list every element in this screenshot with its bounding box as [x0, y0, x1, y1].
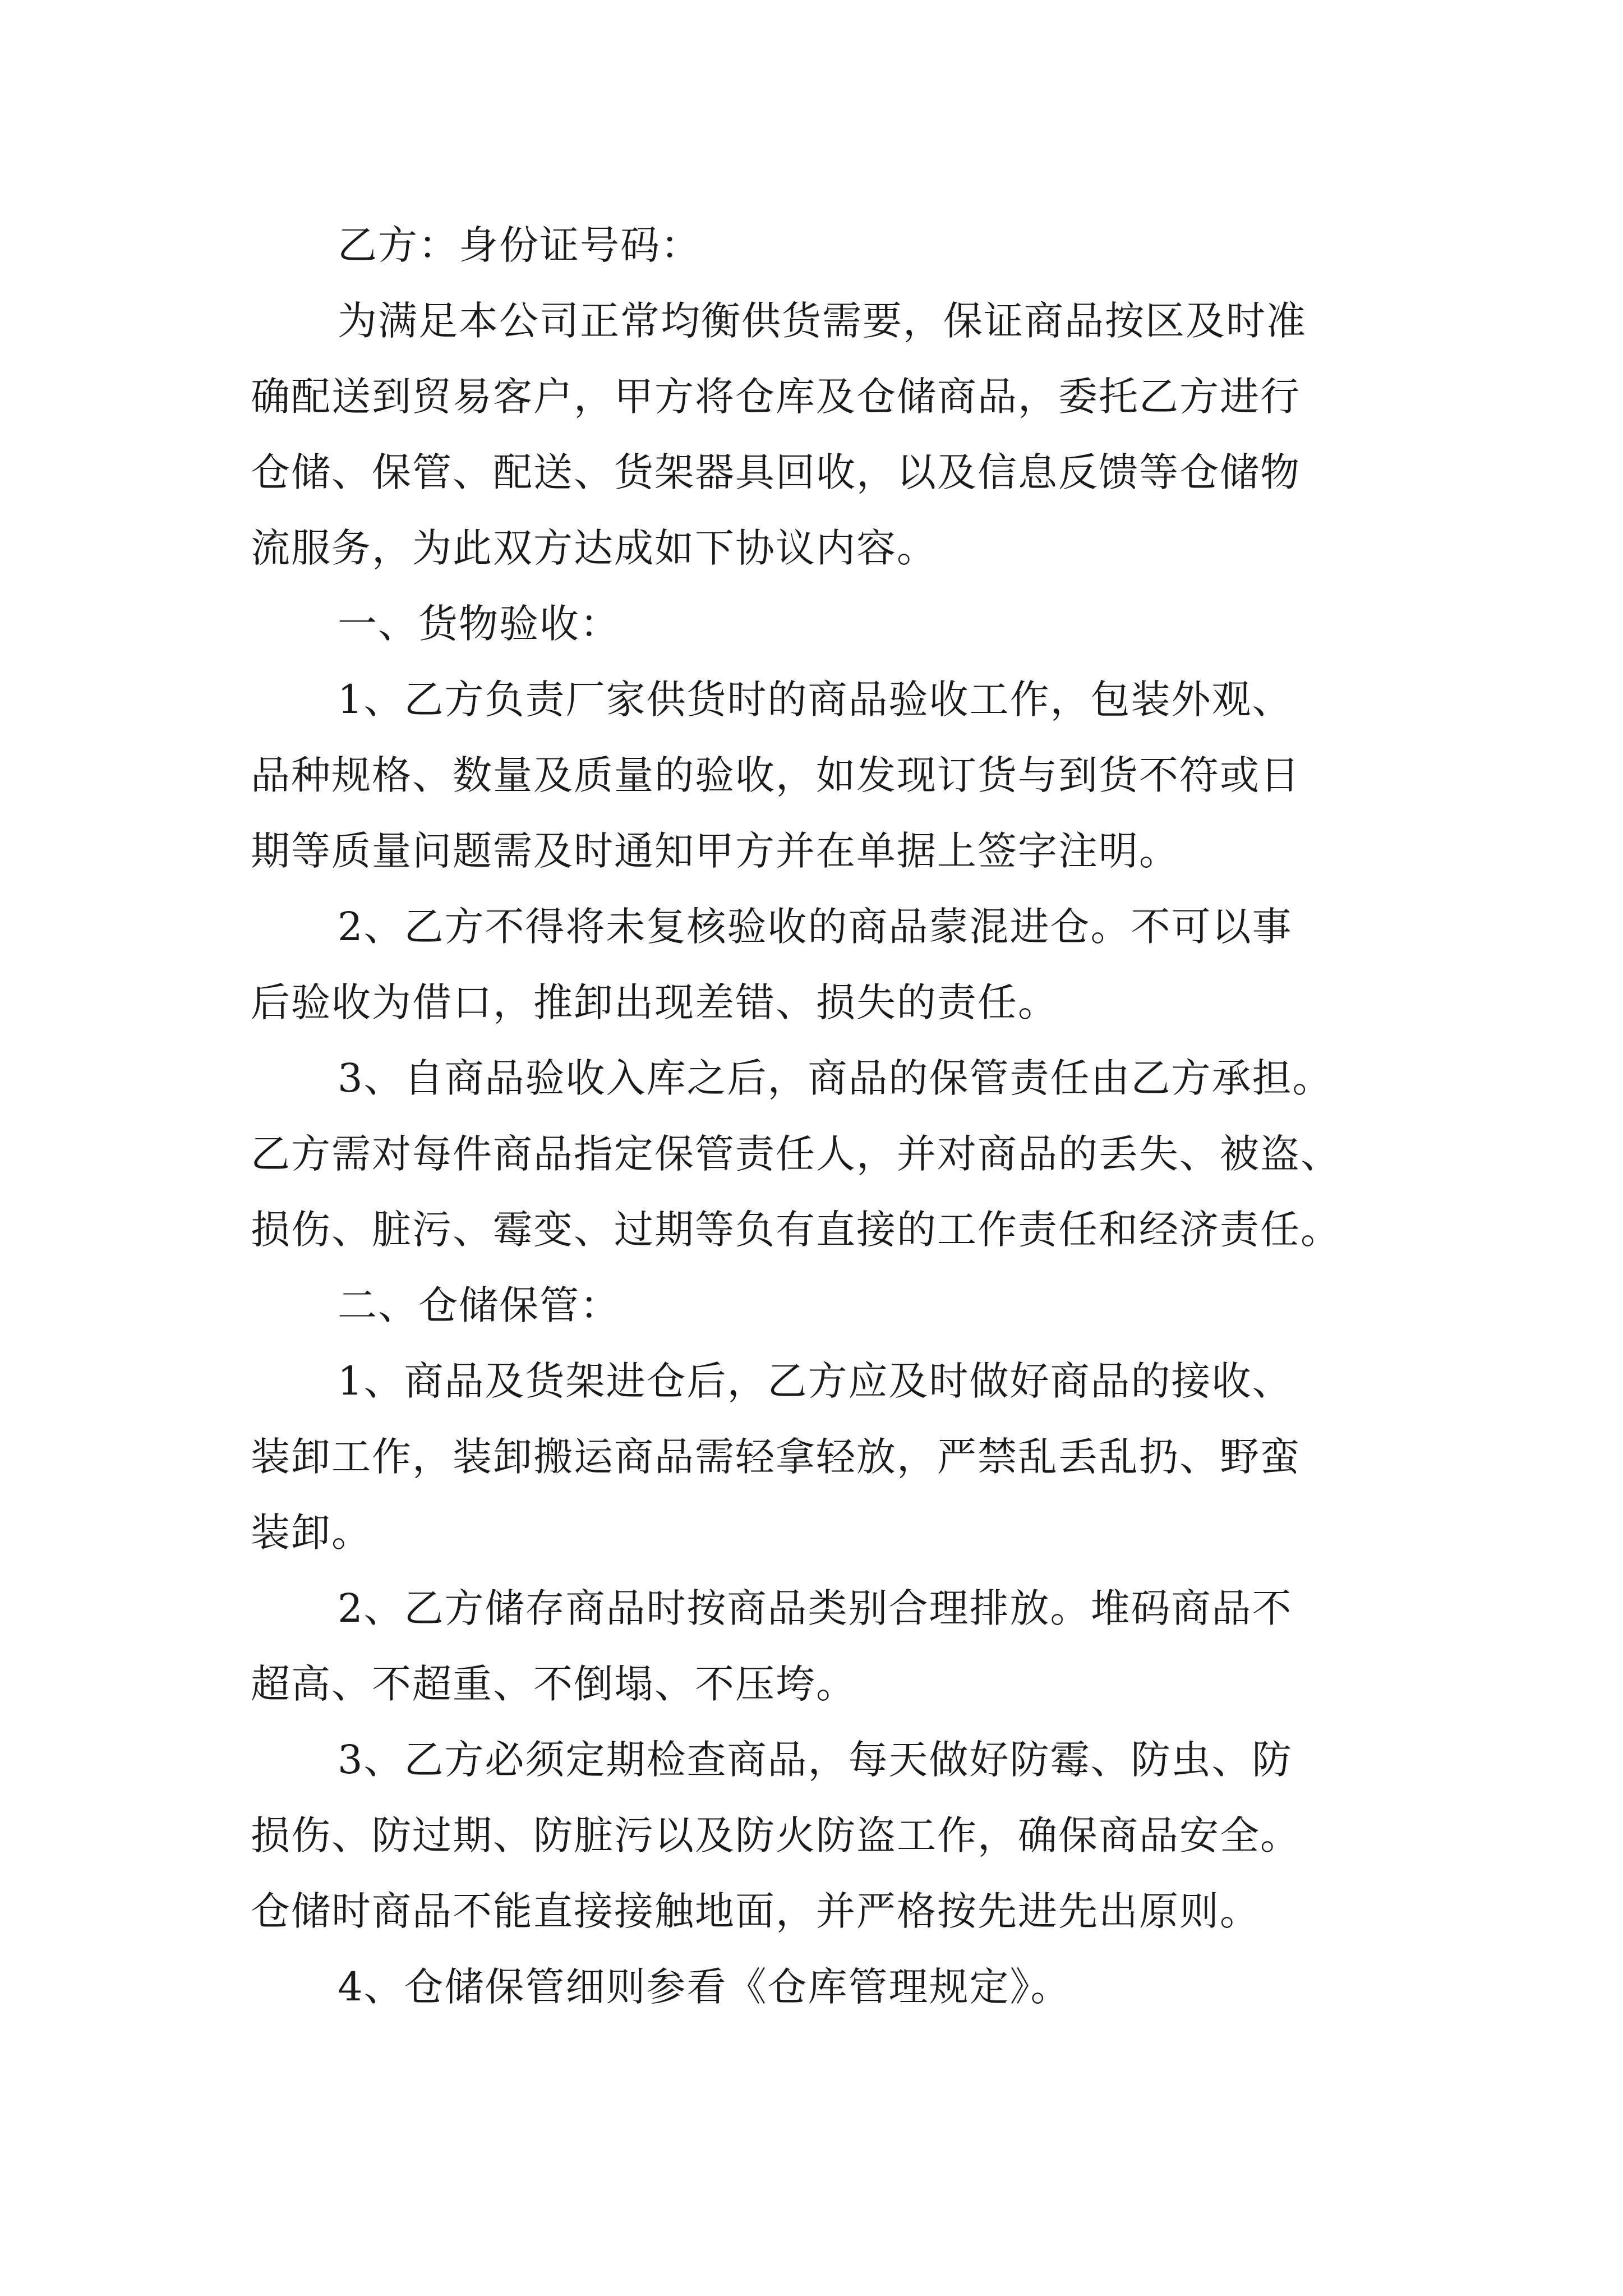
- clause-line: 4、仓储保管细则参看《仓库管理规定》。: [338, 1964, 1071, 2010]
- clause-line: 3、自商品验收入库之后，商品的保管责任由乙方承担。: [338, 1055, 1333, 1101]
- clause-line: 装卸。: [251, 1510, 372, 1556]
- clause-line: 2、乙方不得将未复核验收的商品蒙混进仓。不可以事: [338, 904, 1293, 950]
- clause-line: 损伤、脏污、霉变、过期等负有直接的工作责任和经济责任。: [251, 1207, 1341, 1253]
- clause-line: 品种规格、数量及质量的验收，如发现订货与到货不符或日: [251, 752, 1301, 798]
- section-heading: 二、仓储保管：: [338, 1282, 620, 1328]
- clause-line: 后验收为借口，推卸出现差错、损失的责任。: [251, 979, 1058, 1025]
- clause-line: 期等质量问题需及时通知甲方并在单据上签字注明。: [251, 828, 1179, 874]
- clause-line: 3、乙方必须定期检查商品，每天做好防霉、防虫、防: [338, 1737, 1293, 1783]
- clause-line: 乙方需对每件商品指定保管责任人，并对商品的丢失、被盗、: [251, 1131, 1341, 1177]
- intro-paragraph-line: 流服务，为此双方达成如下协议内容。: [251, 525, 937, 571]
- clause-line: 超高、不超重、不倒塌、不压垮。: [251, 1661, 856, 1707]
- clause-line: 装卸工作，装卸搬运商品需轻拿轻放，严禁乱丢乱扔、野蛮: [251, 1434, 1301, 1480]
- clause-line: 仓储时商品不能直接接触地面，并严格按先进先出原则。: [251, 1888, 1260, 1934]
- clause-line: 1、商品及货架进仓后，乙方应及时做好商品的接收、: [338, 1358, 1293, 1404]
- intro-paragraph-line: 为满足本公司正常均衡供货需要，保证商品按区及时准: [338, 298, 1307, 344]
- clause-line: 1、乙方负责厂家供货时的商品验收工作，包装外观、: [338, 677, 1293, 723]
- intro-paragraph-line: 仓储、保管、配送、货架器具回收，以及信息反馈等仓储物: [251, 449, 1301, 495]
- intro-paragraph-line: 确配送到贸易客户，甲方将仓库及仓储商品，委托乙方进行: [251, 374, 1301, 420]
- section-heading: 一、货物验收：: [338, 601, 620, 647]
- party-b-id-line: 乙方：身份证号码：: [338, 222, 701, 268]
- clause-line: 2、乙方储存商品时按商品类别合理排放。堆码商品不: [338, 1585, 1293, 1631]
- clause-line: 损伤、防过期、防脏污以及防火防盗工作，确保商品安全。: [251, 1812, 1301, 1858]
